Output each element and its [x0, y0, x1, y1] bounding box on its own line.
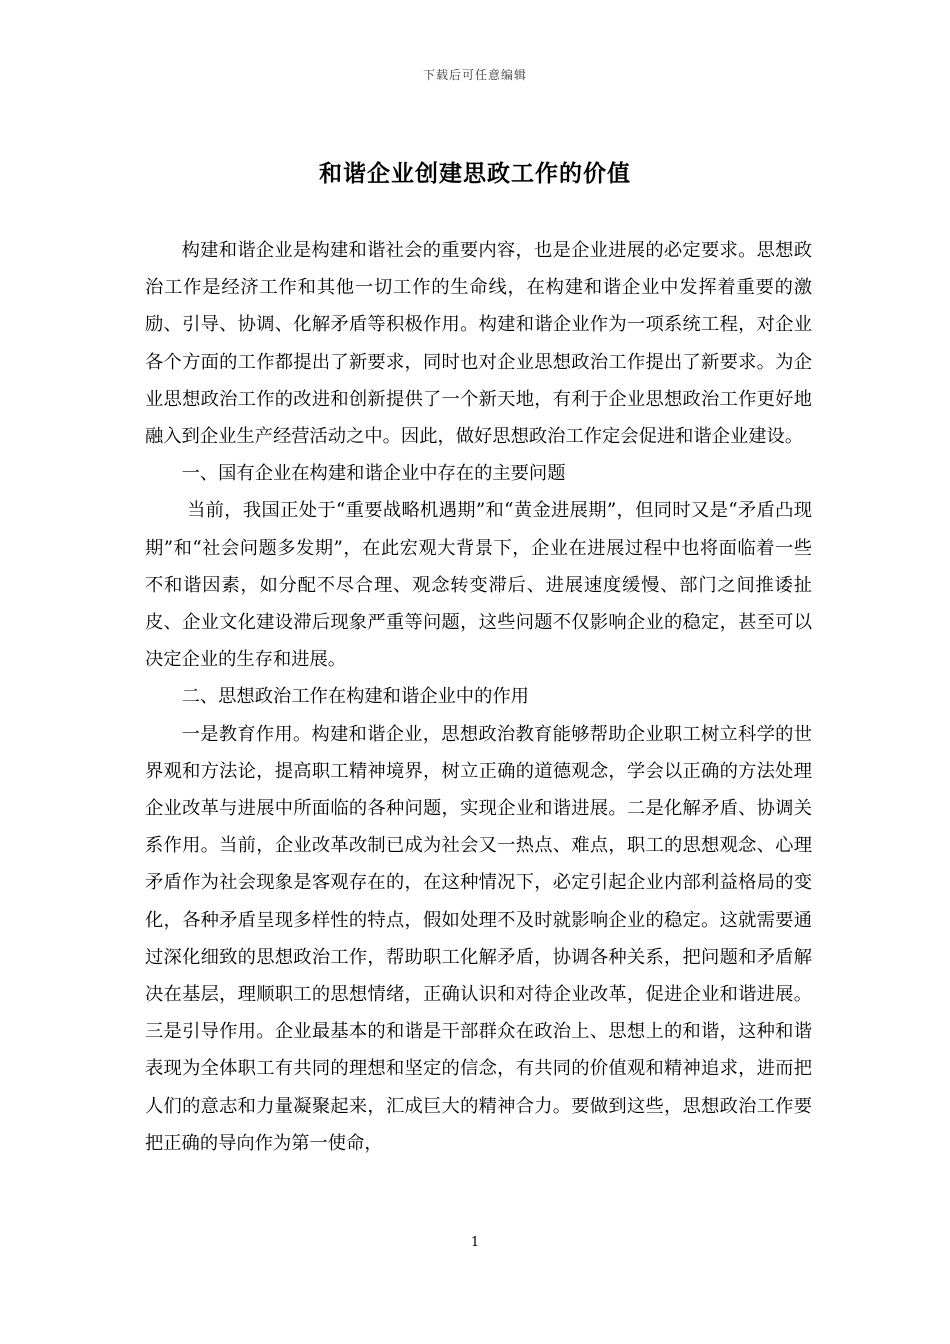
section-heading-1: 一、国有企业在构建和谐企业中存在的主要问题	[181, 463, 566, 485]
paragraph-roles: 一是教育作用。构建和谐企业，思想政治教育能够帮助企业职工树立科学的世界观和方法论，提高职工精神境界，树立正确的道德观念，学会以正确的方法处理企业改革与进展中所面临的各种问题，实现企业和谐进展。二是化解矛盾、协调关系作用。当前，企业改革改制已成为社会又一热点、难点，职工的思想观念、心理矛盾作为社会现象是客观存在的，在这种情况下，必定引起企业内部利益格局的变化，各种矛盾呈现多样性的特点，假如处理不及时就影响企业的稳定。这就需要通过深化细致的思想政治工作，帮助职工化解矛盾，协调各种关系，把问题和矛盾解决在基层，理顺职工的思想情绪，正确认识和对待企业改革，促进企业和谐进展。三是引导作用。企业最基本的和谐是干部群众在政治上、思想上的和谐，这种和谐表现为全体职工有共同的理想和坚定的信念，有共同的价值观和精神追求，进而把人们的意志和力量凝聚起来，汇成巨大的精神合力。要做到这些，思想政治工作要把正确的导向作为第一使命，	[145, 723, 812, 1154]
section-heading-2: 二、思想政治工作在构建和谐企业中的作用	[181, 686, 529, 708]
paragraph-intro: 构建和谐企业是构建和谐社会的重要内容，也是企业进展的必定要求。思想政治工作是经济工作和其他一切工作的生命线，在构建和谐企业中发挥着重要的激励、引导、协调、化解矛盾等积极作用。构建和谐企业作为一项系统工程，对企业各个方面的工作都提出了新要求，同时也对企业思想政治工作提出了新要求。为企业思想政治工作的改进和创新提供了一个新天地，有利于企业思想政治工作更好地融入到企业生产经营活动之中。因此，做好思想政治工作定会促进和谐企业建设。	[145, 240, 812, 448]
page-number: 1	[470, 1235, 480, 1250]
document-body	[145, 232, 812, 1162]
document-title: 和谐企业创建思政工作的价值	[319, 160, 631, 187]
paragraph-problems: 当前，我国正处于“重要战略机遇期”和“黄金进展期”，但同时又是“矛盾凸现期”和“社会问题多发期”，在此宏观大背景下，企业在进展过程中也将面临着一些不和谐因素，如分配不尽合理、观念转变滞后、进展速度缓慢、部门之间推诿扯皮、企业文化建设滞后现象严重等问题，这些问题不仅影响企业的稳定，甚至可以决定企业的生存和进展。	[145, 500, 812, 671]
header-note: 下载后可任意编辑	[422, 68, 527, 82]
